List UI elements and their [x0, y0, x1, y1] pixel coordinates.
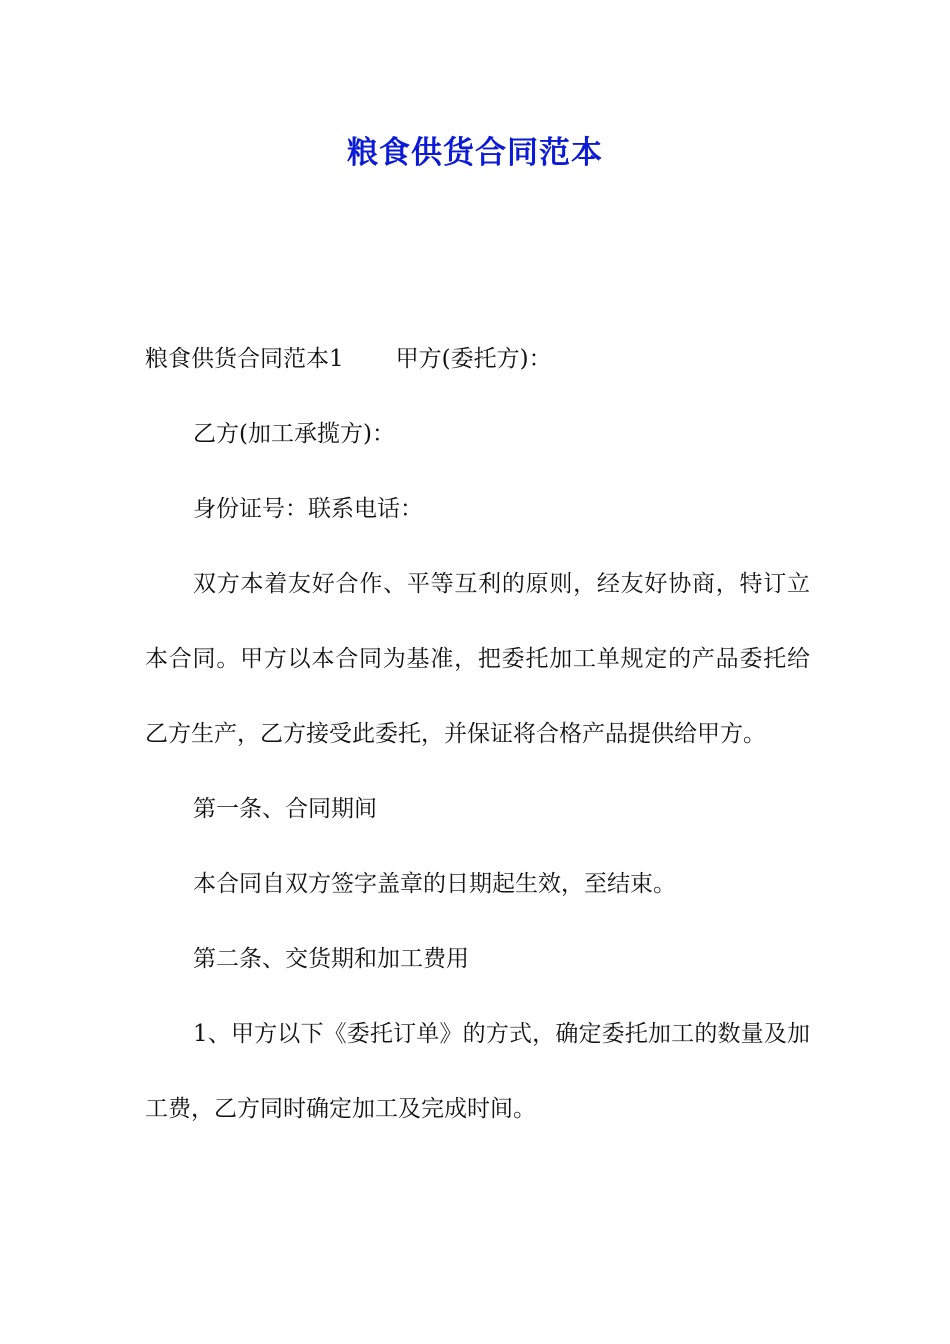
intro-paragraph: 双方本着友好合作、平等互利的原则，经友好协商，特订立本合同。甲方以本合同为基准，把委托加工单规定的产品委托给乙方生产，乙方接受此委托，并保证将合格产品提供给甲方。: [145, 571, 810, 747]
article-2-item-1: 1、甲方以下《委托订单》的方式，确定委托加工的数量及加工费，乙方同时确定加工及完成时间。: [145, 1021, 810, 1122]
document-title: 粮食供货合同范本: [347, 135, 603, 171]
party-b-line: 乙方(加工承揽方)：: [193, 421, 395, 447]
article-2-heading: 第二条、交货期和加工费用: [193, 946, 469, 972]
article-1-text: 本合同自双方签字盖章的日期起生效，至结束。: [193, 871, 676, 897]
first-line: [145, 322, 810, 397]
id-contact-line: 身份证号：联系电话：: [193, 496, 423, 522]
document-body: [145, 322, 810, 1147]
article-1-heading: 第一条、合同期间: [193, 796, 377, 822]
section-label: 粮食供货合同范本1: [145, 346, 344, 372]
party-a-label: 甲方(委托方)：: [395, 346, 552, 372]
